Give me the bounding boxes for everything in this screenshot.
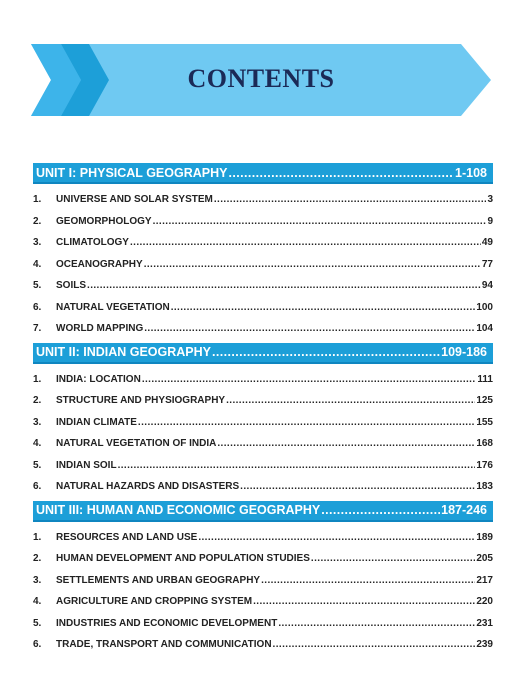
chapter-number: 1. xyxy=(33,531,42,543)
chapter-page: 125 xyxy=(476,395,493,406)
chapter-number: 1. xyxy=(33,373,42,385)
chapter-page: 217 xyxy=(476,574,493,586)
list-item[interactable] xyxy=(33,433,493,455)
chapter-title: WORLD MAPPING xyxy=(56,323,144,334)
chapter-number: 5. xyxy=(33,617,42,629)
unit-label: UNIT III: HUMAN AND ECONOMIC GEOGRAPHY xyxy=(36,503,321,517)
chapter-title: CLIMATOLOGY xyxy=(56,237,129,248)
chapter-page: 111 xyxy=(477,373,493,385)
chapter-number: 3. xyxy=(33,574,42,586)
chapter-page: 77 xyxy=(481,258,493,270)
chapter-page: 94 xyxy=(481,280,493,291)
list-item[interactable] xyxy=(33,318,493,340)
chapter-title: NATURAL VEGETATION xyxy=(56,301,170,313)
chapter-number: 2. xyxy=(33,395,42,406)
list-item[interactable] xyxy=(33,455,493,477)
chapter-page: 239 xyxy=(476,639,493,650)
unit-header-3[interactable] xyxy=(33,501,493,522)
contents-banner xyxy=(31,44,491,116)
chapter-number: 2. xyxy=(33,215,42,227)
chapter-number: 6. xyxy=(33,481,42,492)
list-item[interactable] xyxy=(33,232,493,254)
list-item[interactable] xyxy=(33,570,493,592)
chapter-title: SOILS xyxy=(56,280,87,291)
chapter-page: 3 xyxy=(487,194,493,205)
chapter-page: 183 xyxy=(476,481,493,492)
chapter-title: NATURAL HAZARDS AND DISASTERS xyxy=(56,481,240,492)
chapter-title: RESOURCES AND LAND USE xyxy=(56,531,198,543)
chapter-number: 3. xyxy=(33,416,42,428)
chapter-number: 2. xyxy=(33,553,42,564)
chapter-page: 231 xyxy=(476,617,493,629)
chapter-page: 168 xyxy=(476,438,493,449)
list-item[interactable] xyxy=(33,613,493,635)
list-item[interactable] xyxy=(33,527,493,549)
chapter-title: INDIAN SOIL xyxy=(56,459,117,471)
chapter-page: 189 xyxy=(476,531,493,543)
list-item[interactable] xyxy=(33,476,493,498)
unit-label: UNIT II: INDIAN GEOGRAPHY xyxy=(36,345,212,359)
chapter-number: 6. xyxy=(33,301,42,313)
chapter-number: 4. xyxy=(33,438,42,449)
chapter-title: NATURAL VEGETATION OF INDIA xyxy=(56,438,217,449)
unit-page-range: 187-246 xyxy=(441,503,487,517)
chapter-page: 176 xyxy=(476,459,493,471)
chapter-title: UNIVERSE AND SOLAR SYSTEM xyxy=(56,194,213,205)
chapter-number: 4. xyxy=(33,258,42,270)
chapter-number: 4. xyxy=(33,596,42,607)
unit-header-2[interactable] xyxy=(33,343,493,364)
list-item[interactable] xyxy=(33,412,493,434)
chapter-title: INDIAN CLIMATE xyxy=(56,416,137,428)
list-item[interactable] xyxy=(33,390,493,412)
chapter-title: STRUCTURE AND PHYSIOGRAPHY xyxy=(56,395,226,406)
list-item[interactable] xyxy=(33,369,493,391)
chapter-page: 205 xyxy=(476,553,493,564)
chapter-page: 9 xyxy=(487,215,493,227)
chapter-number: 5. xyxy=(33,459,42,471)
list-item[interactable] xyxy=(33,275,493,297)
chapter-title: TRADE, TRANSPORT AND COMMUNICATION xyxy=(56,639,272,650)
chapter-title: INDIA: LOCATION xyxy=(56,373,141,385)
list-item[interactable] xyxy=(33,297,493,319)
unit-label: UNIT I: PHYSICAL GEOGRAPHY xyxy=(36,165,228,180)
chapter-number: 5. xyxy=(33,280,42,291)
unit-header-1[interactable] xyxy=(33,163,493,184)
chapter-title: INDUSTRIES AND ECONOMIC DEVELOPMENT xyxy=(56,617,278,629)
list-item[interactable] xyxy=(33,254,493,276)
chapter-title: OCEANOGRAPHY xyxy=(56,258,143,270)
chapter-number: 7. xyxy=(33,323,42,334)
unit-page-range: 1-108 xyxy=(455,165,487,180)
chapter-page: 49 xyxy=(481,237,493,248)
chapter-number: 3. xyxy=(33,237,42,248)
chapter-title: HUMAN DEVELOPMENT AND POPULATION STUDIES xyxy=(56,553,310,564)
chapter-page: 155 xyxy=(476,416,493,428)
chapter-title: GEOMORPHOLOGY xyxy=(56,215,152,227)
chapter-title: SETTLEMENTS AND URBAN GEOGRAPHY xyxy=(56,574,261,586)
unit-page-range: 109-186 xyxy=(441,345,487,359)
chapter-number: 1. xyxy=(33,194,42,205)
page-title: CONTENTS xyxy=(187,64,335,93)
chapter-page: 220 xyxy=(476,596,493,607)
list-item[interactable] xyxy=(33,634,493,656)
list-item[interactable] xyxy=(33,211,493,233)
list-item[interactable] xyxy=(33,591,493,613)
chapter-page: 104 xyxy=(476,323,493,334)
list-item[interactable] xyxy=(33,548,493,570)
chapter-title: AGRICULTURE AND CROPPING SYSTEM xyxy=(56,596,253,607)
list-item[interactable] xyxy=(33,189,493,211)
table-of-contents xyxy=(33,163,493,656)
chapter-page: 100 xyxy=(476,301,493,313)
chapter-number: 6. xyxy=(33,639,42,650)
